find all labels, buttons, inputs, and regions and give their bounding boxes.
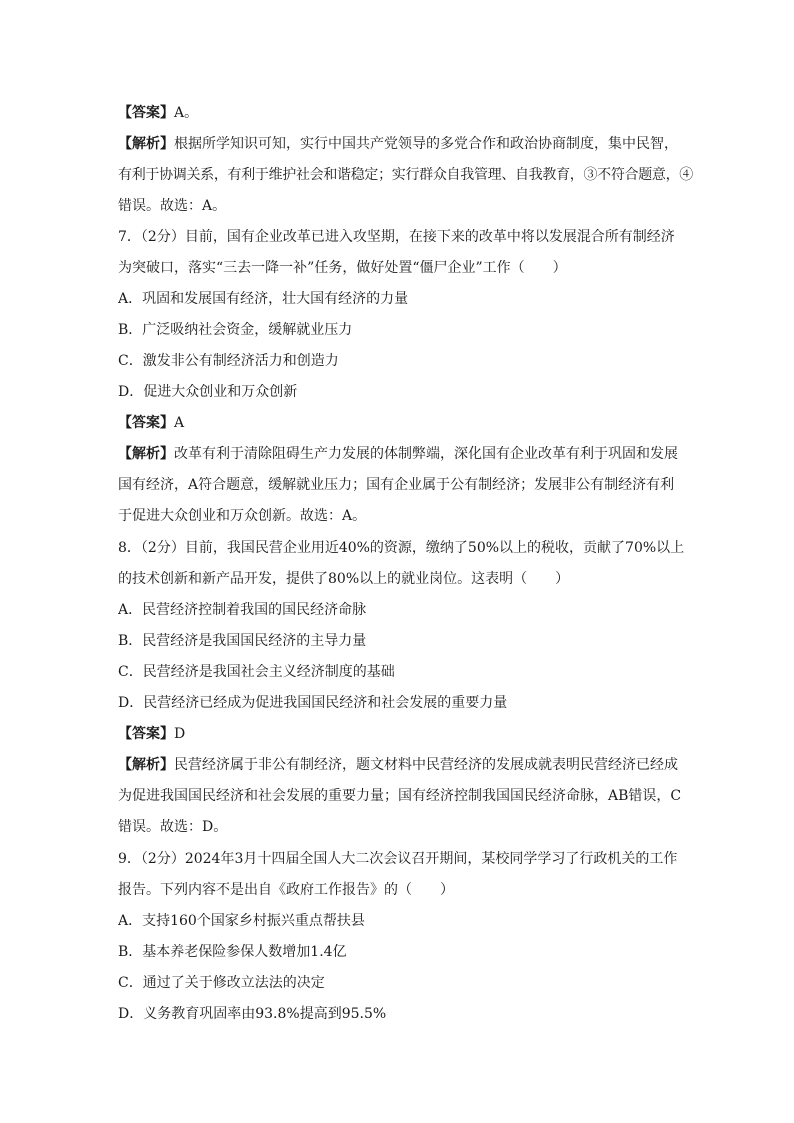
answer-value: A。 (174, 105, 199, 121)
q7-analysis-line-3: 于促进大众创业和万众创新。故选：A。 (118, 508, 367, 524)
analysis-text: 改革有利于清除阻碍生产力发展的体制弊端，深化国有企业改革有利于巩固和发展 (174, 446, 678, 462)
q8-analysis-line-2: 为促进我国国民经济和社会发展的重要力量；国有经济控制我国国民经济命脉，AB错误，C (118, 788, 682, 804)
q9-option-c: C．通过了关于修改立法法的决定 (118, 975, 325, 991)
q9-stem-line-2: 报告。下列内容不是出自《政府工作报告》的（ ） (118, 882, 454, 898)
q7-option-b: B．广泛吸纳社会资金，缓解就业压力 (118, 322, 353, 338)
answer-tag: 【答案】 (118, 726, 174, 742)
q8-stem-line-1: 8．（2分）目前，我国民营企业用近40%的资源，缴纳了50%以上的税收，贡献了70%以上 (118, 540, 685, 556)
q7-analysis-line-1 (118, 443, 693, 465)
answer-value: D (174, 726, 186, 742)
q8-analysis-line-3: 错误。故选：D。 (118, 819, 228, 835)
q6-answer (118, 102, 693, 124)
q8-analysis-line-1 (118, 754, 693, 776)
answer-value: A (174, 415, 185, 431)
q7-analysis-line-2: 国有经济，A符合题意，缓解就业压力；国有企业属于公有制经济；发展非公有制经济有利 (118, 477, 675, 493)
q7-stem-line-2: 为突破口，落实“三去一降一补”任务，做好处置“僵尸企业”工作（ ） (118, 260, 567, 276)
answer-tag: 【答案】 (118, 105, 174, 121)
q8-option-d: D．民营经济已经成为促进我国国民经济和社会发展的重要力量 (118, 695, 508, 711)
q8-answer (118, 723, 693, 745)
answer-tag: 【答案】 (118, 415, 174, 431)
q7-answer (118, 412, 693, 434)
q7-option-c: C．激发非公有制经济活力和创造力 (118, 353, 339, 369)
q6-analysis-line-3: 错误。故选：A。 (118, 198, 227, 214)
q8-option-b: B．民营经济是我国国民经济的主导力量 (118, 633, 367, 649)
analysis-tag: 【解析】 (118, 757, 174, 773)
q7-option-d: D．促进大众创业和万众创新 (118, 384, 298, 400)
q9-option-b: B．基本养老保险参保人数增加1.4亿 (118, 944, 347, 960)
q7-option-a: A．巩固和发展国有经济，壮大国有经济的力量 (118, 291, 409, 307)
analysis-text: 民营经济属于非公有制经济，题文材料中民营经济的发展成就表明民营经济已经成 (174, 757, 678, 773)
analysis-tag: 【解析】 (118, 446, 174, 462)
analysis-text: 根据所学知识可知，实行中国共产党领导的多党合作和政治协商制度，集中民智， (174, 136, 678, 152)
q8-stem-line-2: 的技术创新和新产品开发，提供了80%以上的就业岗位。这表明（ ） (118, 571, 570, 587)
q9-stem-line-1: 9．（2分）2024年3月十四届全国人大二次会议召开期间，某校同学学习了行政机关的工作 (118, 851, 678, 867)
q6-analysis-line-2: 有利于协调关系，有利于维护社会和谐稳定；实行群众自我管理、自我教育，③不符合题意，④ (118, 167, 693, 183)
q8-option-a: A．民营经济控制着我国的国民经济命脉 (118, 602, 367, 618)
q9-option-d: D．义务教育巩固率由93.8%提高到95.5% (118, 1006, 387, 1022)
analysis-tag: 【解析】 (118, 136, 174, 152)
q8-option-c: C．民营经济是我国社会主义经济制度的基础 (118, 664, 395, 680)
q7-stem-line-1: 7．（2分）目前，国有企业改革已进入攻坚期，在接下来的改革中将以发展混合所有制经济 (118, 229, 675, 245)
q9-option-a: A．支持160个国家乡村振兴重点帮扶县 (118, 913, 365, 929)
q6-analysis-line-1 (118, 133, 693, 155)
